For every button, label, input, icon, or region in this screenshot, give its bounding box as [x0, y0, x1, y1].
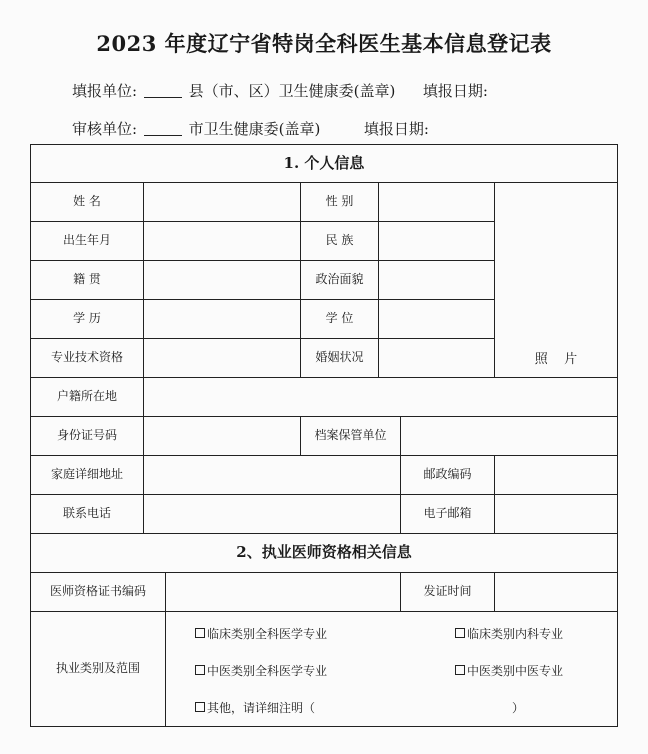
review-date-label: 填报日期:	[363, 120, 429, 138]
ethnicity-field[interactable]	[378, 221, 495, 261]
review-unit-label: 审核单位:	[72, 120, 138, 138]
label-archive: 档案保管单位	[300, 416, 401, 456]
option-tcm-general[interactable]: 中医类别全科医学专业	[195, 662, 327, 679]
label-political: 政治面貌	[300, 260, 379, 300]
label-postcode: 邮政编码	[400, 455, 495, 495]
marital-field[interactable]	[378, 338, 495, 378]
label-marital: 婚姻状况	[300, 338, 379, 378]
meta-line-review-unit	[72, 118, 429, 139]
degree-field[interactable]	[378, 299, 495, 339]
checkbox-icon[interactable]	[195, 665, 205, 675]
label-name: 姓 名	[30, 182, 144, 222]
label-education: 学 历	[30, 299, 144, 339]
birth-field[interactable]	[143, 221, 301, 261]
gender-field[interactable]	[378, 182, 495, 222]
fill-unit-label: 填报单位:	[72, 82, 138, 100]
label-scope: 执业类别及范围	[30, 611, 166, 727]
review-unit-blank[interactable]	[144, 121, 182, 136]
name-field[interactable]	[143, 182, 301, 222]
section2-header: 2、执业医师资格相关信息	[30, 533, 618, 573]
label-gender: 性 别	[300, 182, 379, 222]
section1-header: 1. 个人信息	[30, 144, 618, 183]
option-clinical-general[interactable]: 临床类别全科医学专业	[195, 625, 327, 642]
checkbox-icon[interactable]	[195, 628, 205, 638]
option-clinical-internal[interactable]: 临床类别内科专业	[455, 625, 563, 642]
label-email: 电子邮箱	[400, 494, 495, 534]
archive-field[interactable]	[400, 416, 618, 456]
phone-field[interactable]	[143, 494, 401, 534]
photo-box[interactable]	[494, 182, 618, 378]
fill-unit-name: 县（市、区）卫生健康委(盖章)	[188, 82, 396, 100]
email-field[interactable]	[494, 494, 618, 534]
education-field[interactable]	[143, 299, 301, 339]
id-number-field[interactable]	[143, 416, 301, 456]
checkbox-icon[interactable]	[455, 665, 465, 675]
address-field[interactable]	[143, 455, 401, 495]
label-birth: 出生年月	[30, 221, 144, 261]
hukou-field[interactable]	[143, 377, 618, 417]
label-degree: 学 位	[300, 299, 379, 339]
label-hukou: 户籍所在地	[30, 377, 144, 417]
label-id-number: 身份证号码	[30, 416, 144, 456]
cert-number-field[interactable]	[165, 572, 401, 612]
label-qualification: 专业技术资格	[30, 338, 144, 378]
label-cert-number: 医师资格证书编码	[30, 572, 166, 612]
review-unit-name: 市卫生健康委(盖章)	[188, 120, 321, 138]
checkbox-icon[interactable]	[455, 628, 465, 638]
fill-unit-blank[interactable]	[144, 83, 182, 98]
native-place-field[interactable]	[143, 260, 301, 300]
option-other[interactable]: 其他，请详细注明（	[195, 699, 315, 716]
label-phone: 联系电话	[30, 494, 144, 534]
meta-line-fill-unit	[72, 80, 488, 101]
label-issue-date: 发证时间	[400, 572, 495, 612]
postcode-field[interactable]	[494, 455, 618, 495]
photo-label: 照 片	[534, 352, 578, 368]
label-ethnicity: 民 族	[300, 221, 379, 261]
qualification-field[interactable]	[143, 338, 301, 378]
option-other-close: ）	[512, 701, 525, 715]
label-address: 家庭详细地址	[30, 455, 144, 495]
checkbox-icon[interactable]	[195, 702, 205, 712]
issue-date-field[interactable]	[494, 572, 618, 612]
political-field[interactable]	[378, 260, 495, 300]
option-tcm-tcm[interactable]: 中医类别中医专业	[455, 662, 563, 679]
form-title: 2023 年度辽宁省特岗全科医生基本信息登记表	[96, 31, 552, 56]
label-native-place: 籍 贯	[30, 260, 144, 300]
fill-date-label: 填报日期:	[422, 82, 488, 100]
